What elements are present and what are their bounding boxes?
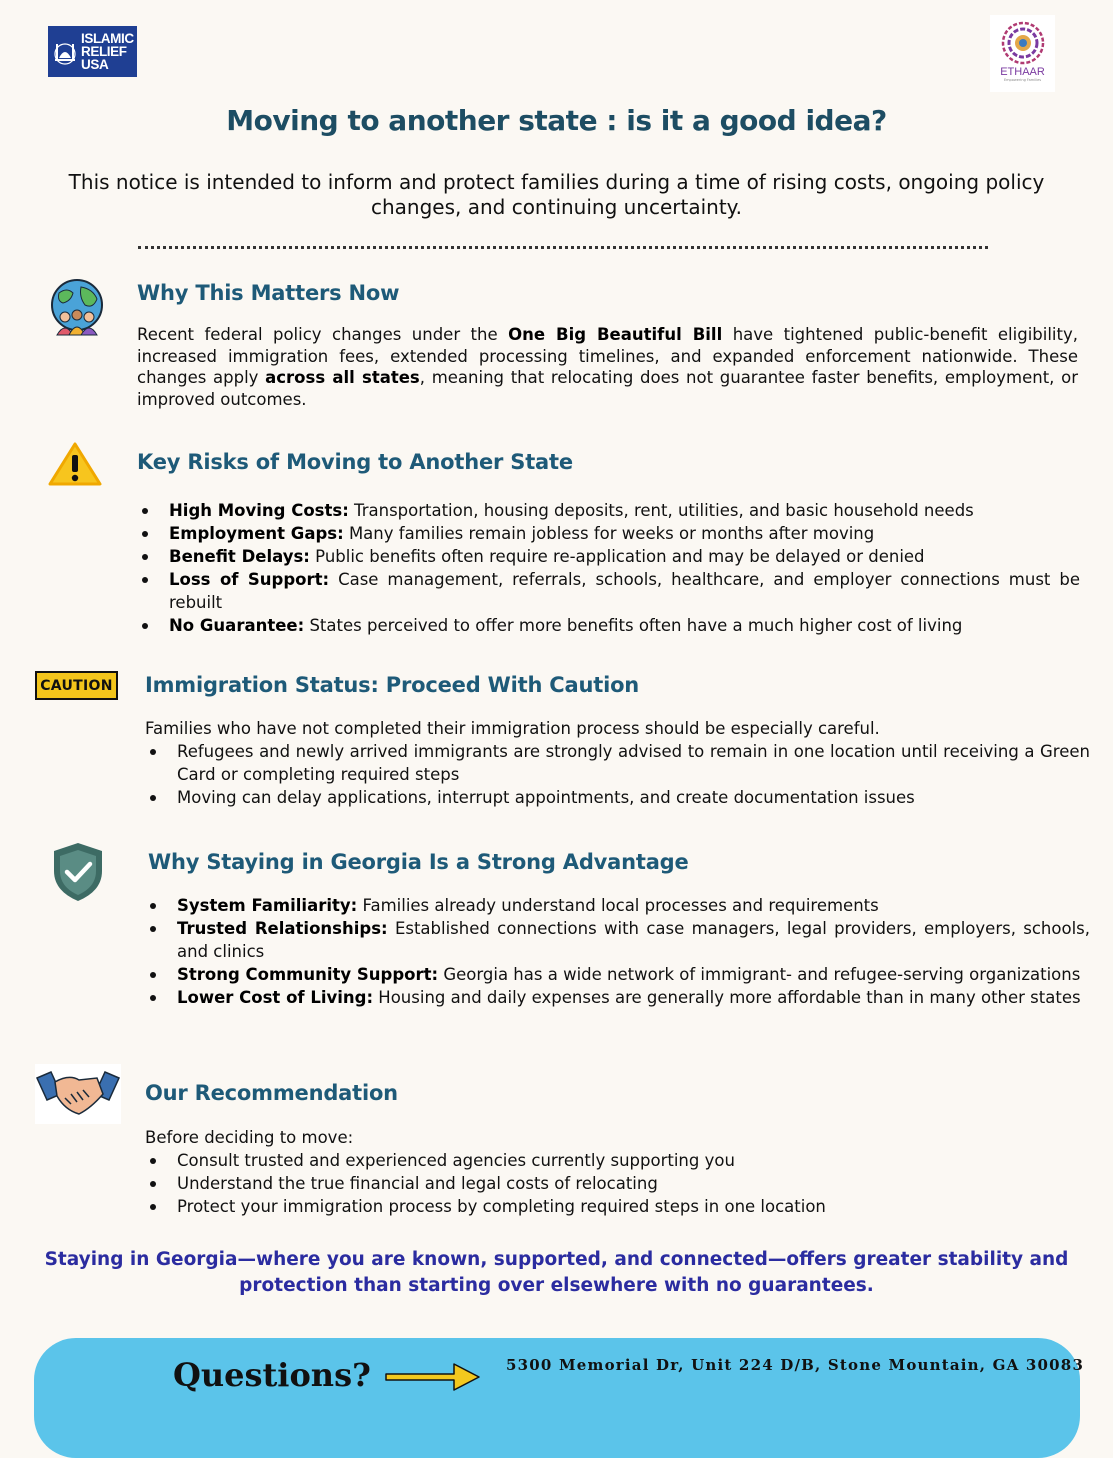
islamic-relief-logo <box>48 26 137 77</box>
globe-people-icon <box>49 279 105 341</box>
logo-line-3: USA <box>81 57 109 72</box>
dotted-divider <box>138 246 988 249</box>
why-now-text-2: have tightened public-benefit eligibility, increased immigration fees, extended processing timelines, and expanded enforcement nationwide. These changes apply <box>137 325 1078 387</box>
warning-icon <box>47 441 103 491</box>
list-item-label: High Moving Costs: <box>169 501 349 520</box>
list-item <box>137 499 1080 522</box>
list-item-label: System Familiarity: <box>177 896 358 915</box>
logo-line-2: RELIEF <box>81 44 127 59</box>
handshake-icon <box>35 1064 121 1124</box>
footer-address: 5300 Memorial Dr, Unit 224 D/B, Stone Mountain, GA 30083 <box>506 1356 1085 1374</box>
heading-georgia: Why Staying in Georgia Is a Strong Advantage <box>148 850 689 874</box>
heading-key-risks: Key Risks of Moving to Another State <box>137 450 573 474</box>
list-item-label: Lower Cost of Living: <box>177 988 374 1007</box>
list-item-text: Housing and daily expenses are generally more affordable than in many other states <box>373 988 1081 1007</box>
shield-check-icon <box>51 841 105 907</box>
list-item-text: Families already understand local processes and requirements <box>357 896 879 915</box>
list-item-text: Case management, referrals, schools, healthcare, and employer connections must be rebuilt <box>169 570 1080 612</box>
why-now-text-3: , meaning that relocating does not guarantee faster benefits, employment, or improved outcomes. <box>137 368 1078 409</box>
list-item: Consult trusted and experienced agencies currently supporting you <box>145 1149 1090 1172</box>
list-item <box>145 917 1090 963</box>
logo-line-1: ISLAMIC <box>81 31 134 46</box>
list-item-label: Benefit Delays: <box>169 547 310 566</box>
caution-label: CAUTION <box>40 677 113 694</box>
list-item-text: Established connections with case managers, legal providers, employers, schools, and clinics <box>177 919 1090 961</box>
ethaar-tagline: Empowering Families <box>1003 78 1042 82</box>
list-item: Refugees and newly arrived immigrants are strongly advised to remain in one location until receiving a Green Card or completing required steps <box>145 740 1090 786</box>
key-risks-list <box>137 499 1080 637</box>
list-item-text: Georgia has a wide network of immigrant- and refugee-serving organizations <box>438 965 1081 984</box>
list-item-label: Employment Gaps: <box>169 524 344 543</box>
why-now-bill-name: One Big Beautiful Bill <box>508 325 723 344</box>
list-item <box>145 963 1090 986</box>
list-item-label: Trusted Relationships: <box>177 919 388 938</box>
list-item-text: Many families remain jobless for weeks or months after moving <box>343 524 875 543</box>
list-item-text: Public benefits often require re-application and may be delayed or denied <box>309 547 925 566</box>
ethaar-logo <box>990 15 1055 92</box>
list-item <box>145 986 1090 1009</box>
list-item: Moving can delay applications, interrupt appointments, and create documentation issues <box>145 786 1090 809</box>
list-item-label: Strong Community Support: <box>177 965 439 984</box>
list-item-text: States perceived to offer more benefits often have a much higher cost of living <box>304 616 963 635</box>
heading-immigration: Immigration Status: Proceed With Caution <box>145 673 640 697</box>
list-item <box>137 568 1080 614</box>
list-item-label: Loss of Support: <box>169 570 330 589</box>
closing-statement: Staying in Georgia—where you are known, supported, and connected—offers greater stability and protection than starting over elsewhere with no guarantees. <box>44 1249 1069 1296</box>
georgia-list <box>145 894 1090 1009</box>
why-now-across-states: across all states <box>265 368 420 387</box>
list-item-label: No Guarantee: <box>169 616 305 635</box>
heading-recommendation: Our Recommendation <box>145 1081 398 1105</box>
list-item <box>145 894 1090 917</box>
why-now-text-1: Recent federal policy changes under the <box>137 325 509 344</box>
mosque-icon <box>52 32 78 72</box>
heading-why-now: Why This Matters Now <box>137 281 400 305</box>
list-item: Understand the true financial and legal costs of relocating <box>145 1172 1090 1195</box>
caution-tape-icon <box>35 671 118 700</box>
list-item <box>137 522 1080 545</box>
list-item <box>137 545 1080 568</box>
ethaar-emblem-icon <box>1000 20 1046 66</box>
recommendation-intro: Before deciding to move: <box>145 1128 354 1147</box>
list-item <box>137 614 1080 637</box>
intro-text: This notice is intended to inform and protect families during a time of rising costs, ongoing policy changes, and continuing uncertainty. <box>68 170 1045 219</box>
list-item-text: Transportation, housing deposits, rent, utilities, and basic household needs <box>348 501 974 520</box>
list-item: Protect your immigration process by completing required steps in one location <box>145 1195 1090 1218</box>
page-title: Moving to another state : is it a good idea? <box>226 104 887 137</box>
immigration-list <box>145 740 1090 809</box>
arrow-right-icon <box>384 1360 482 1398</box>
recommendation-list <box>145 1149 1090 1218</box>
ethaar-name: ETHAAR <box>1000 66 1045 78</box>
why-now-paragraph <box>137 324 1078 410</box>
immigration-intro: Families who have not completed their immigration process should be especially careful. <box>145 719 880 738</box>
questions-label: Questions? <box>173 1356 371 1394</box>
